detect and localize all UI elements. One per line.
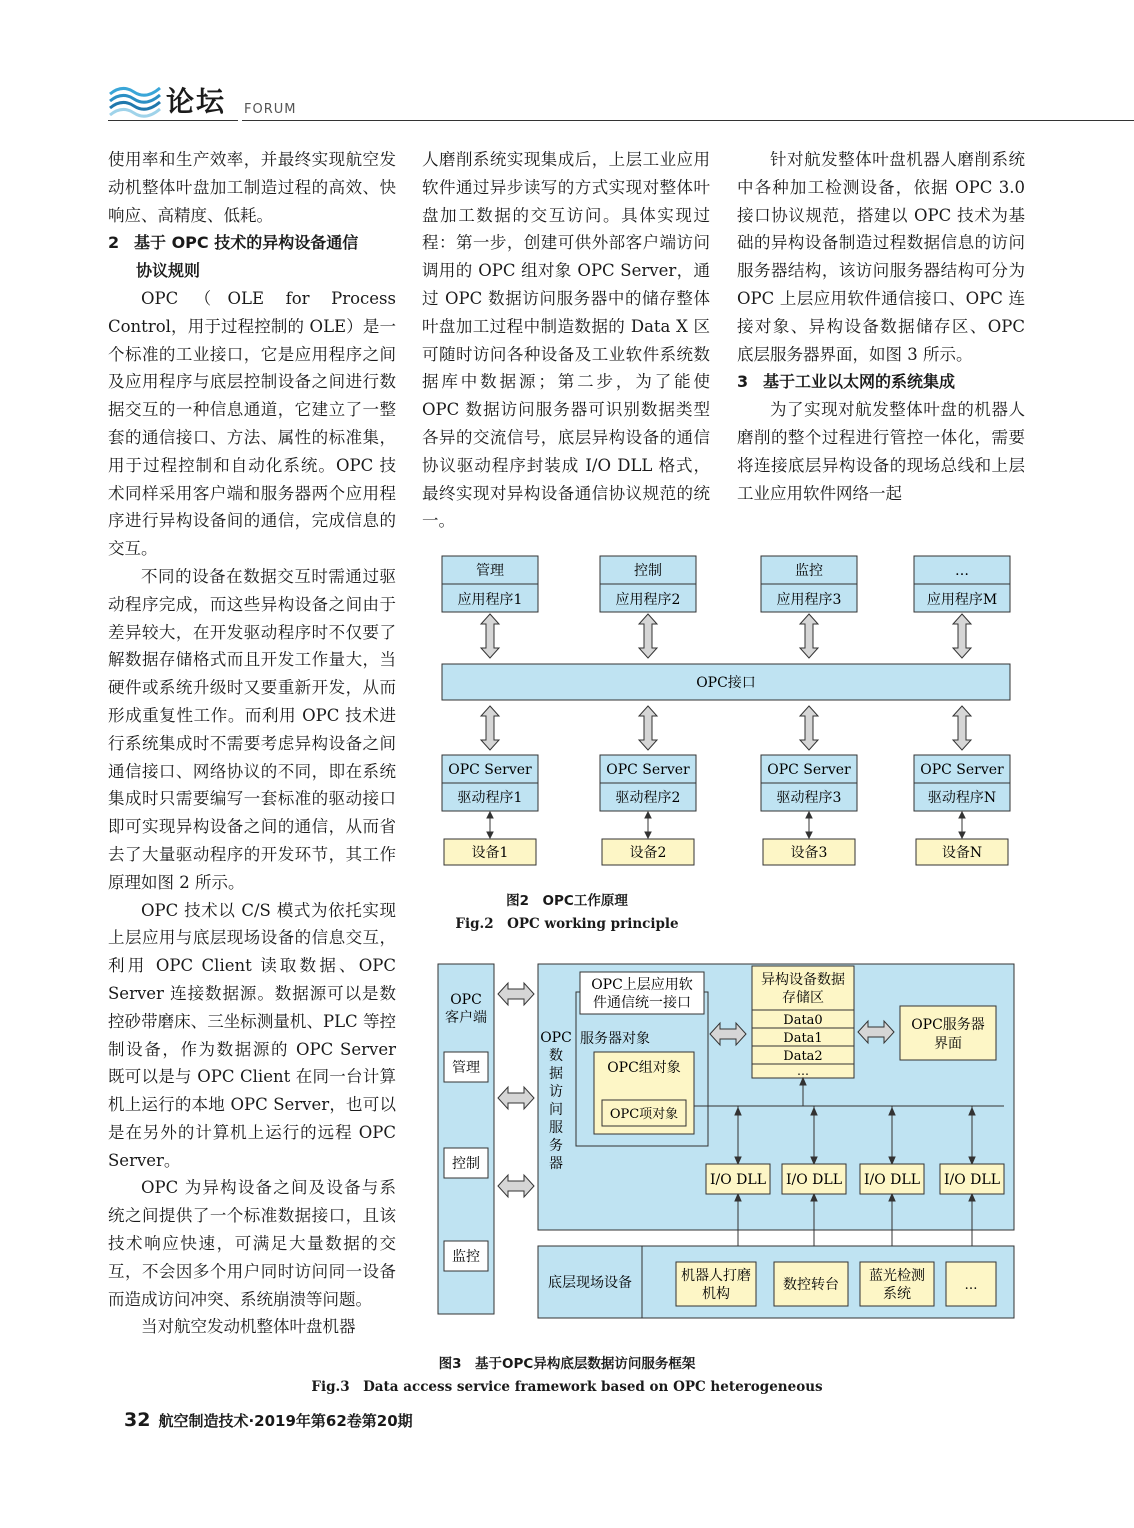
device-box-2 [602,839,694,865]
thin-arrows [487,812,965,838]
group-object-label: OPC组对象 [607,1060,681,1076]
device-box-1 [444,839,536,865]
section-title: 论坛 [166,85,227,118]
server-label-char: 数 [549,1048,563,1064]
section-subtitle: FORUM [244,102,297,117]
server-label-char: 据 [549,1066,563,1082]
device-label: 设备N [941,845,983,861]
horizontal-double-arrow-icon [498,983,534,1005]
server-bottom-label: 驱动程序2 [615,790,681,806]
paragraph: 当对航空发动机整体叶盘机器 [141,1317,356,1337]
server-object-label: 服务器对象 [580,1031,650,1047]
io-dll-box [706,1164,770,1194]
heterogeneous-data-storage [752,966,854,1078]
server-label-char: 服 [549,1120,563,1136]
double-arrow-icon [639,706,657,750]
paragraph: OPC（OLE for Process Control，用于过程控制的 OLE）是一个标准的工业接口，它是应用程序之间及应用程序与底层控制设备之间进行数据交互的一种信息通道，它建立了一整套的通信接口、方法、属性的标准集，用于过程控制和自动化系统。OPC 技术同样采用客户端和服务器两个应用程序进行异构设备间的通信，完成信息的交互。 [108,288,396,559]
field-device-line1: … [964,1278,978,1293]
field-device-box [676,1262,756,1306]
device-label: 设备3 [790,845,828,861]
field-device-box [946,1262,996,1306]
app-top-label: … [955,563,969,579]
device-label: 设备1 [471,845,509,861]
text-column-2 [422,146,710,535]
interface-label: OPC接口 [696,675,756,691]
dll-label: I/O DLL [944,1172,1000,1188]
journal-name: 航空制造技术·2019年第62卷第20期 [158,1412,413,1430]
server-box-1 [442,755,538,811]
server-label-char: 务 [549,1138,563,1154]
field-device-line1: 数控转台 [783,1277,839,1293]
field-device-line1: 机器人打磨 [681,1268,751,1284]
server-top-label: OPC Server [606,762,690,778]
opc-group-object-box [594,1052,694,1134]
server-box-3 [761,755,857,811]
client-title-line2: 客户端 [445,1010,487,1026]
io-dll-box [860,1164,924,1194]
double-arrow-icon [800,614,818,658]
page-header [108,78,1134,126]
server-label-char: OPC [540,1030,572,1046]
section-title-line2: 协议规则 [136,261,201,281]
field-device-box [860,1262,934,1306]
double-arrow-icon [481,614,499,658]
opc-interface-bar [442,664,1010,700]
server-iface-line2: 界面 [934,1036,962,1052]
paragraph: 不同的设备在数据交互时需通过驱动程序完成，而这些异构设备之间由于差异较大，在开发驱动程序时不仅要了解数据存储格式而且开发工作量大，当硬件或系统升级时又要重新开发，从而形成重复性工作。而利用 OPC 技术进行系统集成时不需要考虑异构设备之间通信接口、网络协议的不同，即在系统集成时只需要编写一套标准的驱动接口即可实现异构设备之间的通信，从而省去了大量驱动程序的开发环节，其工作原理如图 2 所示。 [108,566,396,892]
server-iface-line1: OPC服务器 [911,1017,985,1033]
section-number: 2 [108,233,120,253]
app-box-3 [761,556,857,612]
server-label-char: 问 [549,1102,563,1118]
header-rule [242,120,1134,121]
double-arrow-icon [953,614,971,658]
app-bottom-label: 应用程序1 [457,592,523,608]
device-box-3 [763,839,855,865]
section-title: 基于工业以太网的系统集成 [763,372,956,392]
storage-row: … [797,1064,809,1078]
app-top-label: 管理 [476,563,504,579]
app-box-1 [442,556,538,612]
storage-row: Data2 [783,1049,823,1064]
app-top-label: 监控 [795,563,823,579]
text-column-3 [737,146,1025,507]
field-label: 底层现场设备 [548,1275,632,1291]
server-label-char: 访 [549,1084,563,1100]
app-bottom-label: 应用程序2 [615,592,681,608]
dll-label: I/O DLL [710,1172,766,1188]
server-bottom-label: 驱动程序N [927,790,997,806]
app-bottom-label: 应用程序M [926,592,998,608]
client-item: 管理 [452,1060,480,1076]
header-rule-left [108,120,238,121]
section-title-line1: 基于 OPC 技术的异构设备通信 [134,233,359,253]
io-dll-box [940,1164,1004,1194]
device-box-4 [916,839,1008,865]
page-number: 32 [124,1409,151,1431]
figure-2-caption-zh: 图2 OPC工作原理 [506,893,628,909]
opc-client-panel [438,964,494,1314]
upper-iface-line1: OPC上层应用软 [591,977,693,993]
storage-title-line2: 存储区 [782,990,824,1006]
storage-title-line1: 异构设备数据 [761,972,845,988]
dll-label: I/O DLL [786,1172,842,1188]
client-title-line1: OPC [450,992,482,1008]
section-heading-2 [108,229,396,257]
section-number: 3 [737,372,749,392]
double-arrow-icon [639,614,657,658]
app-box-4 [914,556,1010,612]
storage-row: Data1 [783,1031,823,1046]
app-top-label: 控制 [634,563,662,579]
server-top-label: OPC Server [448,762,532,778]
field-device-box [774,1262,848,1306]
paragraph: OPC 为异构设备之间及设备与系统之间提供了一个标准数据接口，且该技术响应快速，可满足大量数据的交互，不会因多个用户同时访问同一设备而造成访问冲突、系统崩溃等问题。 [108,1178,396,1309]
storage-row: Data0 [783,1013,823,1028]
opc-server-interface-box [900,1006,996,1060]
section-heading-3 [737,368,1025,396]
horizontal-double-arrow-icon [498,1175,534,1197]
waves-logo-icon [108,82,162,118]
device-label: 设备2 [629,845,667,861]
figure-2-diagram [430,548,1030,878]
server-box-2 [600,755,696,811]
server-label-char: 器 [549,1156,563,1172]
server-top-label: OPC Server [920,762,1004,778]
paragraph: 人磨削系统实现集成后，上层工业应用软件通过异步读写的方式实现对整体叶盘加工数据的交互访问。具体实现过程：第一步，创建可供外部客户端访问调用的 OPC 组对象 OPC Server，通过 OPC 数据访问服务器中的储存整体叶盘加工过程中制造数据的 Data X 区可随时访问各种设备及工业软件系统数据库中数据源；第二步，为了能使 OPC 数据访问服务器可识别数据类型各异的交流信号，底层异构设备的通信协议驱动程序封装成 I/O DLL 格式，最终实现对异构设备通信协议规范的统一。 [422,150,710,531]
page-footer [124,1409,413,1431]
server-box-4 [914,755,1010,811]
double-arrow-icon [800,706,818,750]
dll-label: I/O DLL [864,1172,920,1188]
text-column-1 [108,146,396,1341]
figure-2-caption-en: Fig.2 OPC working principle [455,916,679,932]
double-arrow-icon [481,706,499,750]
io-dll-box [782,1164,846,1194]
field-device-line2: 系统 [883,1286,911,1302]
upper-app-interface-box [580,972,704,1014]
app-box-2 [600,556,696,612]
upper-iface-line2: 件通信统一接口 [593,995,691,1011]
paragraph: OPC 技术以 C/S 模式为依托实现上层应用与底层现场设备的信息交互，利用 OPC Client 读取数据、OPC Server 连接数据源。数据源可以是数控砂带磨床、三坐标测量机、PLC 等控制设备，作为数据源的 OPC Server 既可以是与 OPC Client 在同一台计算机上运行的本地 OPC Server，也可以是在另外的计算机上运行的远程 OPC Server。 [108,900,396,1170]
field-device-line1: 蓝光检测 [869,1268,925,1284]
client-item: 控制 [452,1156,480,1172]
horizontal-double-arrow-icon [498,1087,534,1109]
paragraph: 针对航发整体叶盘机器人磨削系统中各种加工检测设备，依据 OPC 3.0 接口协议规范，搭建以 OPC 技术为基础的异构设备制造过程数据信息的访问服务器结构，该访问服务器结构可分为 OPC 上层应用软件通信接口、OPC 连接对象、异构设备数据储存区、OPC 底层服务器界面，如图 3 所示。 [737,150,1025,364]
double-arrow-icon [953,706,971,750]
item-object-label: OPC项对象 [609,1107,679,1122]
app-bottom-label: 应用程序3 [776,592,842,608]
figure-3-caption-zh: 图3 基于OPC异构底层数据访问服务框架 [438,1356,696,1372]
server-bottom-label: 驱动程序1 [457,790,523,806]
server-top-label: OPC Server [767,762,851,778]
field-device-line2: 机构 [702,1286,730,1302]
client-item: 监控 [452,1249,480,1265]
figure-3-diagram [432,958,1022,1324]
paragraph: 为了实现对航发整体叶盘的机器人磨削的整个过程进行管控一体化，需要将连接底层异构设备的现场总线和上层工业应用软件网络一起 [737,400,1025,503]
paragraph: 使用率和生产效率，并最终实现航空发动机整体叶盘加工制造过程的高效、快响应、高精度、低耗。 [108,150,396,225]
figure-3-caption-en: Fig.3 Data access service framework based on OPC heterogeneous [311,1379,823,1395]
server-bottom-label: 驱动程序3 [776,790,842,806]
